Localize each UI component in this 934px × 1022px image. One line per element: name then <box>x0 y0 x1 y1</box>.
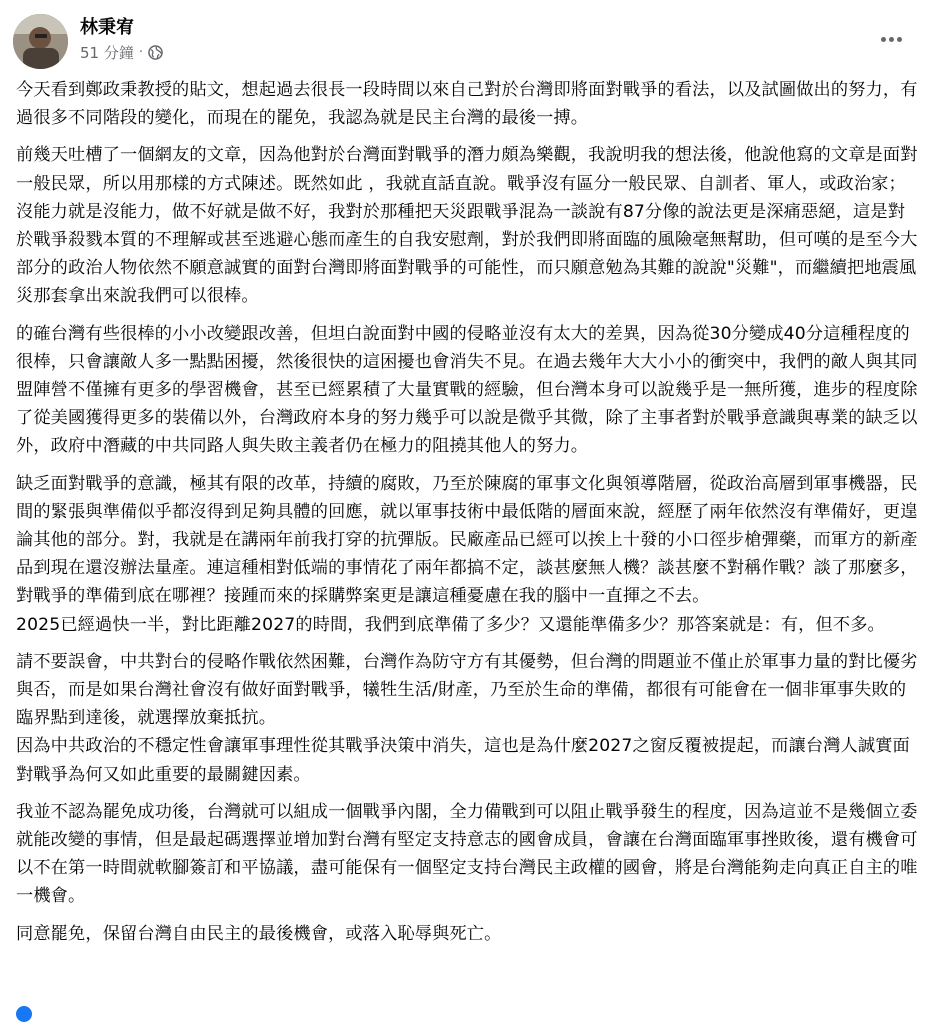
more-options-button[interactable] <box>874 22 908 56</box>
post-header <box>0 0 934 72</box>
avatar[interactable] <box>13 14 68 69</box>
post-paragraph: 同意罷免，保留台灣自由民主的最後機會，或落入恥辱與死亡。 <box>16 923 502 944</box>
globe-icon <box>148 45 163 60</box>
meta-separator: · <box>138 45 143 60</box>
post-meta <box>80 42 163 63</box>
post-body <box>16 76 922 957</box>
post-paragraph: 的確台灣有些很棒的小小改變跟改善，但坦白說面對中國的侵略並沒有太大的差異，因為從30分變成40分這種程度的很棒，只會讓敵人多一點點困擾，然後很快的這困擾也會消失不見。在過去幾年大大小小的衝突中，我們的敵人與其同盟陣營不僅擁有更多的學習機會，甚至已經累積了大量實戰的經驗，但台灣本身可以說幾乎是一無所獲，進步的程度除了從美國獲得更多的裝備以外，台灣政府本身的努力幾乎可以說是微乎其微，除了主事者對於戰爭意識與專業的缺乏以外，政府中潛藏的中共同路人與失敗主義者仍在極力的阻撓其他人的努力。 <box>16 323 918 457</box>
post-paragraph: 今天看到鄭政秉教授的貼文，想起過去很長一段時間以來自己對於台灣即將面對戰爭的看法，以及試圖做出的努力，有過很多不同階段的變化，而現在的罷免，我認為就是民主台灣的最後一搏。 <box>16 80 918 129</box>
author-name[interactable]: 林秉宥 <box>80 17 134 38</box>
post-paragraph: 缺乏面對戰爭的意識，極其有限的改革，持續的腐敗，乃至於陳腐的軍事文化與領導階層，從政治高層到軍事機器，民間的緊張與準備似乎都沒得到足夠具體的回應，就以軍事技術中最低階的層面來說，經歷了兩年依然沒有準備好，更遑論其他的部分。對，我就是在講兩年前我打穿的抗彈版。民廠產品已經可以挨上十發的小口徑步槍彈藥，而軍方的新產品到現在還沒辦法量產。連這種相對低端的事情花了兩年都搞不定，談甚麼無人機？談甚麼不對稱作戰？談了那麼多，對戰爭的準備到底在哪裡？接踵而來的採購弊案更是讓這種憂慮在我的腦中一直揮之不去。 2025已經過快一半，對比距離2027的時間，我們到底準備了多少？又還能準備多少？那答案就是：有，但不多。 <box>16 473 918 635</box>
more-horizontal-icon <box>881 37 886 42</box>
reaction-icon <box>16 1006 32 1022</box>
post-paragraph: 我並不認為罷免成功後，台灣就可以組成一個戰爭內閣，全力備戰到可以阻止戰爭發生的程度，因為這並不是幾個立委就能改變的事情，但是最起碼選擇並增加對台灣有堅定支持意志的國會成員，會讓在台灣面臨軍事挫敗後，還有機會可以不在第一時間就軟腳簽訂和平協議，盡可能保有一個堅定支持台灣民主政權的國會，將是台灣能夠走向真正自主的唯一機會。 <box>16 801 918 907</box>
post-time[interactable]: 51 分鐘 <box>80 44 134 62</box>
post-paragraph: 前幾天吐槽了一個網友的文章，因為他對於台灣面對戰爭的潛力頗為樂觀，我說明我的想法後，他說他寫的文章是面對一般民眾，所以用那樣的方式陳述。既然如此 ，我就直話直說。戰爭沒有區分一般民眾、自訓者、軍人，或政治家；沒能力就是沒能力，做不好就是做不好，我對於那種把天災跟戰爭混為一談說有87分像的說法更是深痛惡絕，這是對於戰爭殺戮本質的不理解或甚至逃避心態而產生的自我安慰劑，對於我們即將面臨的風險毫無幫助，但可嘆的是至今大部分的政治人物依然不願意誠實的面對台灣即將面對戰爭的可能性，而只願意勉為其難的說說"災難"，而繼續把地震風災那套拿出來說我們可以很棒。 <box>16 145 918 307</box>
post-paragraph: 請不要誤會，中共對台的侵略作戰依然困難，台灣作為防守方有其優勢，但台灣的問題並不僅止於軍事力量的對比優劣與否，而是如果台灣社會沒有做好面對戰爭，犧牲生活/財產，乃至於生命的準備，都很有可能會在一個非軍事失敗的臨界點到達後，就選擇放棄抵抗。 因為中共政治的不穩定性會讓軍事理性從其戰爭決策中消失，這也是為什麼2027之窗反覆被提起，而讓台灣人誠實面對戰爭為何又如此重要的最關鍵因素。 <box>16 651 918 785</box>
